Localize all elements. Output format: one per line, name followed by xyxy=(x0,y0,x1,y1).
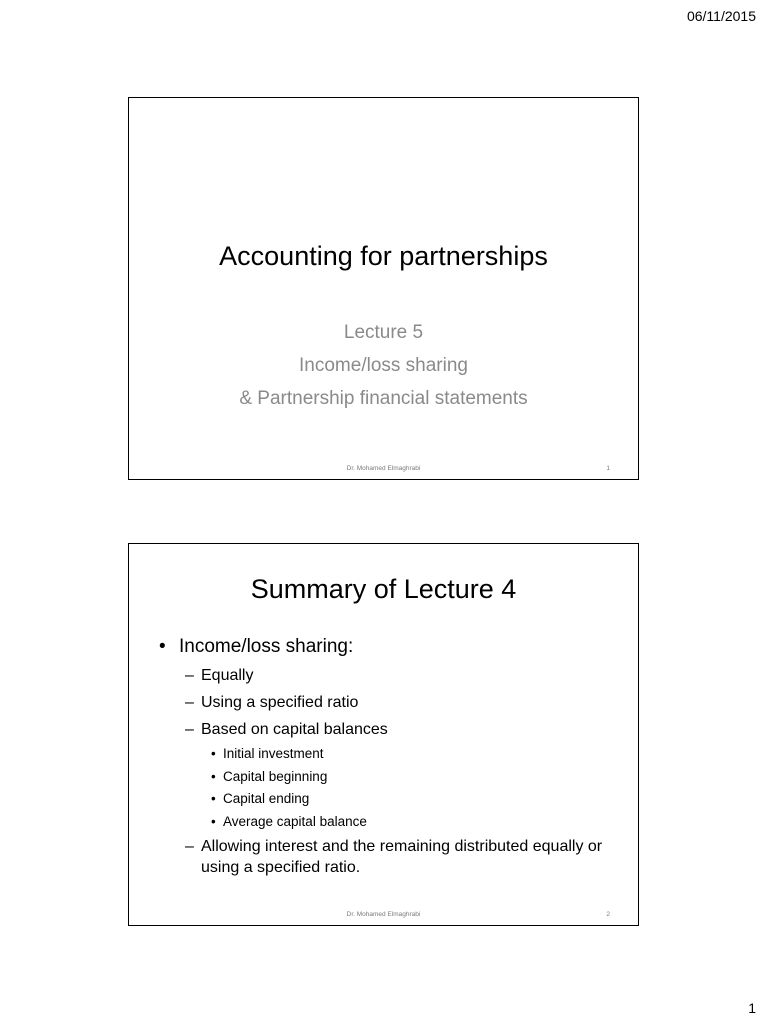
slide-2-title: Summary of Lecture 4 xyxy=(250,574,517,604)
sub-bullet-item xyxy=(157,833,618,878)
bullet-mark: • xyxy=(159,636,166,657)
sub-bullet-item xyxy=(157,689,618,716)
sub-sub-bullet-item xyxy=(157,788,618,811)
slide-number: 2 xyxy=(606,911,610,918)
sub-sub-bullet-item xyxy=(157,811,618,834)
slide-2 xyxy=(128,543,639,926)
subtitle-line-topic: Income/loss sharing xyxy=(299,355,468,376)
page-number: 1 xyxy=(748,1000,756,1016)
bullet-mark: • xyxy=(211,768,216,784)
dash-mark: – xyxy=(185,667,194,684)
dash-mark: – xyxy=(185,721,194,738)
slide-number: 1 xyxy=(606,465,610,472)
sub-sub-bullet-text: Capital beginning xyxy=(223,768,328,784)
subtitle-line-lecture: Lecture 5 xyxy=(343,322,424,343)
sub-bullet-text: Allowing interest and the remaining distributed equally or using a specified ratio. xyxy=(201,838,603,876)
sub-sub-bullet-text: Initial investment xyxy=(223,746,324,761)
dash-mark: – xyxy=(185,694,194,711)
sub-sub-bullet-item xyxy=(157,743,618,766)
sub-bullet-item xyxy=(157,716,618,743)
sub-bullet-text: Equally xyxy=(201,667,254,684)
slide-author: Dr. Mohamed Elmaghrabi xyxy=(346,911,421,918)
slide-1 xyxy=(128,97,639,480)
sub-sub-bullet-text: Average capital balance xyxy=(223,813,367,829)
subtitle-line-statements: & Partnership financial statements xyxy=(239,388,528,409)
bullet-mark: • xyxy=(211,813,216,829)
bullet-mark: • xyxy=(211,746,216,761)
bullet-item xyxy=(157,632,618,662)
sub-sub-bullet-text: Capital ending xyxy=(223,791,310,806)
slide-1-subtitle xyxy=(129,316,638,415)
bullet-text: Income/loss sharing: xyxy=(179,636,354,657)
bullet-mark: • xyxy=(211,791,216,806)
slide-2-body xyxy=(157,632,618,878)
slide-author: Dr. Mohamed Elmaghrabi xyxy=(346,465,421,472)
sub-bullet-item xyxy=(157,662,618,689)
sub-bullet-text: Using a specified ratio xyxy=(201,694,359,711)
page-date: 06/11/2015 xyxy=(686,8,756,24)
slide-1-title: Accounting for partnerships xyxy=(219,241,548,271)
dash-mark: – xyxy=(185,838,194,855)
sub-sub-bullet-item xyxy=(157,766,618,789)
sub-bullet-text: Based on capital balances xyxy=(201,721,388,738)
